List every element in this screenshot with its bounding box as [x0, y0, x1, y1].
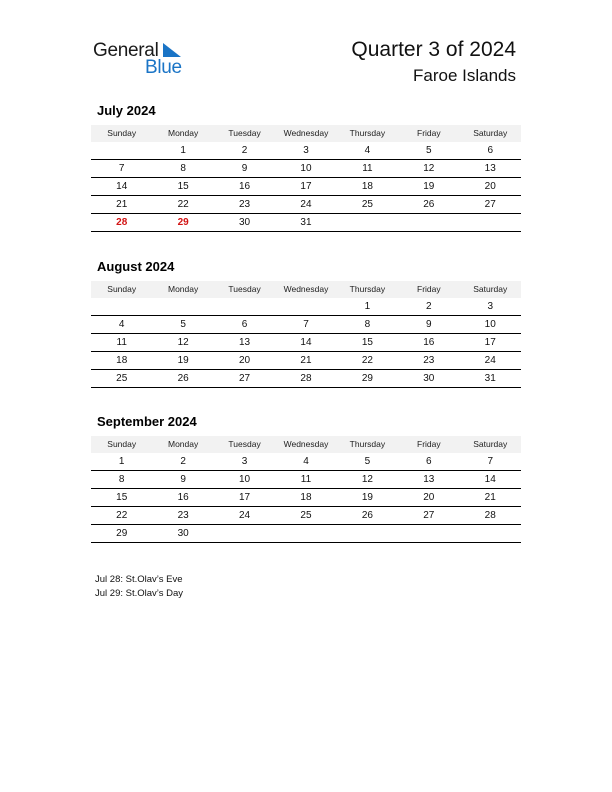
day-cell: 17: [300, 181, 312, 192]
day-cell: 12: [361, 474, 373, 485]
day-cell: [91, 298, 152, 315]
day-cell: [152, 298, 213, 315]
month-september: [91, 414, 521, 543]
day-cell: 5: [426, 145, 432, 156]
weekday-label: Sunday: [107, 284, 137, 294]
day-cell: 8: [364, 319, 371, 330]
day-cell: 28: [300, 373, 312, 384]
day-cell: 9: [426, 319, 432, 330]
week-row: [91, 525, 521, 543]
week-row: [91, 507, 521, 525]
day-cell: 6: [241, 319, 248, 330]
day-cell: 22: [116, 510, 128, 521]
day-cell: [398, 214, 459, 231]
weekday-header: [91, 125, 521, 142]
weekday-label: Wednesday: [283, 284, 329, 294]
day-cell: 19: [177, 355, 189, 366]
day-cell: 7: [303, 319, 309, 330]
day-cell: 26: [423, 199, 435, 210]
day-cell: 20: [484, 181, 496, 192]
weekday-label: Tuesday: [228, 284, 261, 294]
day-cell: 27: [423, 510, 435, 521]
day-cell: 29: [177, 217, 189, 228]
day-cell: [398, 525, 459, 542]
weekday-label: Friday: [417, 439, 441, 449]
country-name: Faroe Islands: [413, 66, 516, 85]
week-row: [91, 142, 521, 160]
day-cell: 13: [484, 163, 496, 174]
day-cell: 25: [361, 199, 373, 210]
week-row: [91, 178, 521, 196]
day-cell: 1: [118, 456, 125, 467]
month-title: September 2024: [97, 414, 197, 429]
day-cell: 26: [177, 373, 189, 384]
day-cell: 22: [361, 355, 373, 366]
day-cell: 10: [484, 319, 496, 330]
page-title: Quarter 3 of 2024: [351, 38, 516, 61]
day-cell: 30: [238, 217, 251, 228]
day-cell: [460, 214, 521, 231]
day-cell: 27: [238, 373, 251, 384]
day-cell: 21: [116, 199, 128, 210]
weekday-label: Thursday: [349, 439, 386, 449]
day-cell: 11: [116, 337, 127, 348]
holiday-note: Jul 29: St.Olav’s Day: [95, 588, 184, 599]
day-cell: 10: [300, 163, 312, 174]
week-row: [91, 352, 521, 370]
day-cell: 24: [484, 355, 496, 366]
day-cell: 20: [238, 355, 251, 366]
day-cell: 10: [238, 474, 251, 485]
weekday-header: [91, 436, 521, 453]
weekday-label: Wednesday: [283, 128, 329, 138]
day-cell: 17: [238, 492, 251, 503]
day-cell: 8: [118, 474, 125, 485]
day-cell: 29: [116, 528, 128, 539]
holiday-note: Jul 28: St.Olav’s Eve: [95, 574, 183, 585]
day-cell: 17: [484, 337, 496, 348]
day-cell: 24: [238, 510, 251, 521]
holiday-notes: [95, 573, 183, 601]
day-cell: 12: [423, 163, 435, 174]
day-cell: 27: [484, 199, 496, 210]
day-cell: 18: [116, 355, 128, 366]
week-row: [91, 214, 521, 232]
week-row: [91, 298, 521, 316]
weekday-label: Monday: [168, 128, 199, 138]
day-cell: 6: [426, 456, 432, 467]
day-cell: 30: [423, 373, 435, 384]
day-cell: 25: [300, 510, 312, 521]
weekday-label: Wednesday: [283, 439, 329, 449]
weekday-label: Friday: [417, 284, 441, 294]
day-cell: 13: [423, 474, 435, 485]
day-cell: 3: [241, 456, 248, 467]
month-august: [91, 259, 521, 388]
day-cell: 21: [484, 492, 496, 503]
day-cell: 25: [116, 373, 128, 384]
day-cell: 2: [426, 301, 432, 312]
day-cell: 14: [484, 474, 496, 485]
day-cell: 16: [177, 492, 189, 503]
day-cell: 12: [177, 337, 189, 348]
weekday-label: Sunday: [107, 128, 137, 138]
weekday-label: Thursday: [349, 284, 386, 294]
day-cell: 16: [238, 181, 251, 192]
day-cell: 26: [361, 510, 373, 521]
day-cell: 2: [180, 456, 186, 467]
weekday-header: [91, 281, 521, 298]
day-cell: 23: [238, 199, 251, 210]
day-cell: 22: [177, 199, 189, 210]
day-cell: 23: [177, 510, 189, 521]
week-row: [91, 160, 521, 178]
weekday-label: Sunday: [107, 439, 137, 449]
day-cell: 5: [364, 456, 371, 467]
day-cell: 23: [423, 355, 435, 366]
day-cell: 11: [362, 163, 373, 174]
week-row: [91, 196, 521, 214]
logo-word-blue: Blue: [145, 57, 182, 78]
day-cell: 2: [241, 145, 248, 156]
day-cell: 13: [238, 337, 251, 348]
day-cell: 18: [300, 492, 312, 503]
day-cell: 30: [177, 528, 189, 539]
weekday-label: Saturday: [473, 439, 508, 449]
month-title: August 2024: [97, 259, 175, 274]
day-cell: 7: [118, 163, 125, 174]
day-cell: 1: [364, 301, 371, 312]
day-cell: 4: [118, 319, 125, 330]
day-cell: [337, 525, 398, 542]
day-cell: 6: [487, 145, 494, 156]
day-cell: 24: [300, 199, 312, 210]
day-cell: [214, 525, 275, 542]
day-cell: 20: [423, 492, 435, 503]
day-cell: 28: [116, 217, 128, 228]
weekday-label: Friday: [417, 128, 441, 138]
day-cell: 19: [361, 492, 373, 503]
day-cell: 31: [300, 217, 312, 228]
day-cell: 9: [180, 474, 186, 485]
month-weeks: [91, 453, 521, 543]
day-cell: 18: [361, 181, 373, 192]
day-cell: [460, 525, 521, 542]
day-cell: 8: [180, 163, 186, 174]
month-title: July 2024: [97, 103, 156, 118]
day-cell: 15: [116, 492, 128, 503]
day-cell: [275, 298, 336, 315]
day-cell: [91, 142, 152, 159]
day-cell: 16: [423, 337, 435, 348]
day-cell: [337, 214, 398, 231]
month-weeks: [91, 298, 521, 388]
weekday-label: Saturday: [473, 284, 508, 294]
weekday-label: Tuesday: [228, 439, 261, 449]
day-cell: 3: [487, 301, 494, 312]
day-cell: 28: [484, 510, 496, 521]
weekday-label: Saturday: [473, 128, 508, 138]
day-cell: 4: [303, 456, 309, 467]
day-cell: 21: [300, 355, 312, 366]
generalblue-logo: [93, 40, 193, 80]
day-cell: 14: [116, 181, 128, 192]
month-july: [91, 103, 521, 232]
day-cell: 11: [300, 474, 312, 485]
day-cell: 14: [300, 337, 312, 348]
weekday-label: Tuesday: [228, 128, 261, 138]
day-cell: [214, 298, 275, 315]
day-cell: 5: [180, 319, 186, 330]
week-row: [91, 489, 521, 507]
week-row: [91, 471, 521, 489]
week-row: [91, 453, 521, 471]
day-cell: 4: [364, 145, 371, 156]
weekday-label: Monday: [168, 439, 199, 449]
day-cell: 19: [423, 181, 435, 192]
day-cell: 7: [487, 456, 494, 467]
day-cell: 15: [361, 337, 373, 348]
week-row: [91, 316, 521, 334]
day-cell: 29: [361, 373, 373, 384]
month-weeks: [91, 142, 521, 232]
day-cell: 15: [177, 181, 189, 192]
day-cell: [275, 525, 336, 542]
day-cell: 3: [303, 145, 309, 156]
weekday-label: Thursday: [349, 128, 386, 138]
day-cell: 31: [484, 373, 496, 384]
day-cell: 1: [180, 145, 186, 156]
weekday-label: Monday: [168, 284, 199, 294]
logo-word-general: General: [93, 40, 159, 61]
day-cell: 9: [241, 163, 248, 174]
week-row: [91, 334, 521, 352]
week-row: [91, 370, 521, 388]
